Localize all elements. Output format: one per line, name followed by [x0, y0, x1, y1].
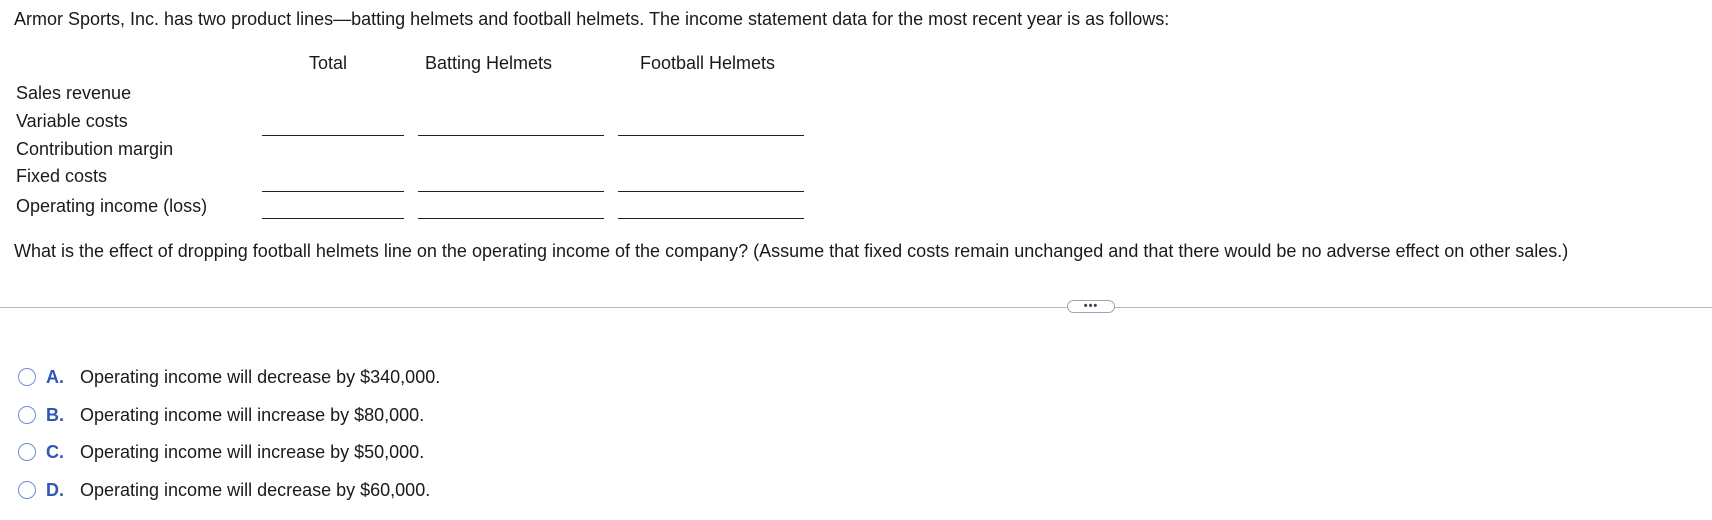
option-letter: C.	[46, 441, 64, 462]
option-text: Operating income will decrease by $340,000.	[80, 366, 441, 387]
subtotal-rule-batting	[418, 135, 604, 136]
radio-button-icon[interactable]	[18, 481, 36, 499]
total-rule-football	[618, 218, 804, 219]
header-batting-helmets: Batting Helmets	[425, 53, 553, 73]
section-divider	[0, 307, 1712, 308]
total-rule-batting	[418, 218, 604, 219]
subtotal-rule-football	[618, 135, 804, 136]
row-label-sales-revenue: Sales revenue	[16, 83, 132, 103]
option-letter: A.	[46, 366, 64, 387]
row-label-operating-income: Operating income (loss)	[16, 196, 208, 216]
subtotal-rule-batting	[418, 191, 604, 192]
answer-option-a[interactable]	[18, 365, 440, 389]
option-letter: B.	[46, 404, 64, 425]
row-label-fixed-costs: Fixed costs	[16, 166, 108, 186]
answer-option-c[interactable]	[18, 440, 424, 464]
row-label-contribution-margin: Contribution margin	[16, 139, 174, 159]
answer-option-b[interactable]	[18, 403, 424, 427]
option-text: Operating income will decrease by $60,000.	[80, 479, 431, 500]
subtotal-rule-football	[618, 191, 804, 192]
option-text: Operating income will increase by $50,000.	[80, 441, 425, 462]
answer-option-d[interactable]	[18, 478, 430, 502]
header-total: Total	[309, 53, 348, 73]
row-label-variable-costs: Variable costs	[16, 111, 128, 131]
radio-button-icon[interactable]	[18, 443, 36, 461]
problem-intro: Armor Sports, Inc. has two product lines—batting helmets and football helmets. The income statement data for the most recent year is as follows:	[14, 9, 1170, 29]
more-options-button[interactable]: •••	[1067, 300, 1115, 313]
option-letter: D.	[46, 479, 64, 500]
option-text: Operating income will increase by $80,000.	[80, 404, 425, 425]
radio-button-icon[interactable]	[18, 368, 36, 386]
subtotal-rule-total	[262, 135, 404, 136]
question-text: What is the effect of dropping football helmets line on the operating income of the company? (Assume that fixed costs remain unchanged and that there would be no adverse effect on other sales.)	[14, 241, 1569, 261]
total-rule-total	[262, 218, 404, 219]
radio-button-icon[interactable]	[18, 406, 36, 424]
subtotal-rule-total	[262, 191, 404, 192]
header-football-helmets: Football Helmets	[640, 53, 776, 73]
